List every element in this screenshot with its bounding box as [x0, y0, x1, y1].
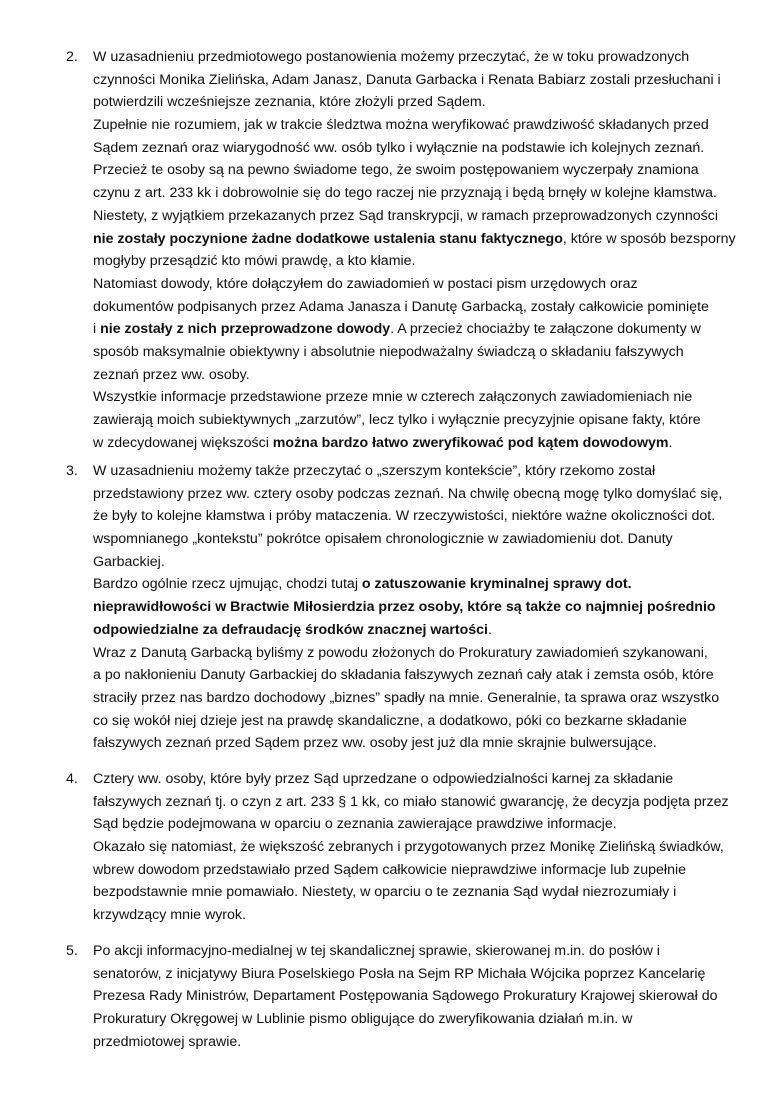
- text-segment: wbrew dowodom przedstawiało przed Sądem całkowicie nieprawdziwe informacje lub zupełnie: [93, 861, 687, 878]
- text-segment: mogłyby przesądzić kto mówi prawdę, a kto kłamie.: [93, 253, 416, 270]
- text-segment: straciły przez nas bardzo dochodowy „biznes” spadły na mnie. Generalnie, ta sprawa oraz wszystko: [93, 689, 720, 706]
- text-segment: czynu z art. 233 kk i dobrowolnie się do tego raczej nie przyznają i będą brnęły w kolejne kłamstwa.: [93, 185, 717, 202]
- text-segment: zeznań przez ww. osoby.: [93, 366, 250, 383]
- text-segment: Wraz z Danutą Garbacką byliśmy z powodu złożonych do Prokuratury zawiadomień szykanowani,: [93, 644, 708, 661]
- item-body: [93, 940, 730, 1053]
- text-segment: Prezesa Rady Ministrów, Departament Postępowania Sądowego Prokuratury Krajowej skierował do: [93, 988, 718, 1005]
- text-line: [93, 364, 730, 387]
- bold-text: nie zostały poczynione żadne dodatkowe ustalenia stanu faktycznego: [93, 230, 563, 247]
- text-segment: Po akcji informacyjno-medialnej w tej skandalicznej sprawie, skierowanej m.in. do posłów i: [93, 943, 660, 959]
- text-segment: zawierają moich subiektywnych „zarzutów”, lecz tylko i wyłącznie precyzyjnie opisane fakty, które: [93, 412, 701, 428]
- text-line: [93, 318, 730, 341]
- text-line: [93, 732, 730, 755]
- list-item-4: [66, 768, 730, 927]
- text-line: [93, 687, 730, 710]
- text-segment: Okazało się natomiast, że większość zebranych i przygotowanych przez Monikę Zielińską świadków,: [93, 839, 724, 856]
- text-segment: dokumentów podpisanych przez Adama Janasza i Danutę Garbacką, zostały całkowicie pominięte: [93, 298, 709, 315]
- text-line: [93, 228, 736, 251]
- text-line: [93, 114, 730, 137]
- text-line: [93, 940, 730, 963]
- text-line: [93, 768, 730, 791]
- list-item-2: [66, 46, 736, 454]
- text-line: [93, 505, 730, 528]
- text-line: [93, 904, 730, 927]
- text-line: [93, 1031, 730, 1054]
- text-segment: Wszystkie informacje przedstawione przeze mnie w czterech załączonych zawiadomieniach nie: [93, 389, 693, 406]
- text-segment: w zdecydowanej większości: [93, 434, 273, 451]
- text-line: [93, 341, 730, 364]
- bold-text: o zatuszowanie kryminalnej sprawy dot.: [361, 576, 632, 593]
- text-line: [93, 813, 730, 836]
- text-line: [93, 91, 730, 114]
- list-number: 5.: [66, 943, 78, 959]
- text-segment: W uzasadnieniu przedmiotowego postanowienia możemy przeczytać, że w toku prowadzonych: [93, 49, 690, 65]
- text-segment: Sądem zeznań oraz wiarygodność ww. osób tylko i wyłącznie na podstawie ich kolejnych zeznań.: [93, 139, 705, 156]
- text-segment: Zupełnie nie rozumiem, jak w trakcie śledztwa można weryfikować prawdziwość składanych przed: [93, 117, 709, 134]
- text-segment: Cztery ww. osoby, które były przez Sąd uprzedzane o odpowiedzialności karnej za składanie: [93, 771, 674, 787]
- text-line: [93, 273, 730, 296]
- text-line: [93, 386, 730, 409]
- text-line: [93, 642, 730, 665]
- text-segment: sposób maksymalnie obiektywny i absolutnie niepodważalny świadczą o składaniu fałszywych: [93, 343, 684, 360]
- text-line: [93, 137, 730, 160]
- text-line: [93, 432, 730, 455]
- text-line: [93, 69, 730, 92]
- text-line: [93, 963, 730, 986]
- text-segment: .: [668, 434, 673, 451]
- text-segment: czynności Monika Zielińska, Adam Janasz, Danuta Garbacka i Renata Babiarz zostali przesłuchani i: [93, 71, 721, 88]
- text-segment: fałszywych zeznań przed Sądem przez ww. osoby jest już dla mnie skrajnie bulwersujące.: [93, 735, 657, 752]
- text-segment: Bardzo ogólnie rzecz ujmując, chodzi tutaj: [93, 576, 362, 593]
- text-line: [93, 619, 730, 642]
- text-segment: .: [488, 621, 492, 638]
- text-line: [93, 250, 730, 273]
- text-segment: . A przecież chociażby te załączone dokumenty w: [390, 321, 701, 338]
- text-segment: co się wokół niej dzieje jest na prawdę skandaliczne, a dodatkowo, póki co bezkarne składanie: [93, 712, 687, 729]
- text-line: [93, 182, 730, 205]
- text-line: [93, 710, 730, 733]
- text-line: [93, 791, 730, 814]
- list-number: 2.: [66, 49, 78, 65]
- bold-text: nie zostały z nich przeprowadzone dowody: [100, 321, 391, 338]
- text-line: [93, 528, 730, 551]
- text-segment: Niestety, z wyjątkiem przekazanych przez Sąd transkrypcji, w ramach przeprowadzonych czynności: [93, 207, 719, 224]
- text-line: [93, 881, 730, 904]
- text-line: [93, 664, 730, 687]
- item-body: [93, 768, 730, 927]
- text-line: [93, 46, 730, 69]
- text-line: [93, 159, 730, 182]
- list-number: 3.: [66, 463, 78, 479]
- text-line: [93, 596, 730, 619]
- bold-text: odpowiedzialne za defraudację środków znacznej wartości: [93, 621, 488, 638]
- text-segment: Garbackiej.: [93, 553, 165, 570]
- text-segment: wspomnianego „kontekstu” pokrótce opisałem chronologicznie w zawiadomieniu dot. Danuty: [93, 531, 673, 548]
- list-item-5: [66, 940, 730, 1053]
- bold-text: można bardzo łatwo zweryfikować pod kątem dowodowym: [272, 434, 669, 451]
- text-segment: Przecież te osoby są na pewno świadome tego, że swoim postępowaniem wyczerpały znamiona: [93, 162, 699, 179]
- text-line: [93, 573, 730, 596]
- text-segment: krzywdzący mnie wyrok.: [93, 907, 246, 924]
- text-segment: senatorów, z inicjatywy Biura Poselskiego Posła na Sejm RP Michała Wójcika poprzez Kancelarię: [93, 965, 706, 982]
- text-line: [93, 296, 730, 319]
- text-line: [93, 836, 730, 859]
- text-line: [93, 859, 730, 882]
- text-line: [93, 985, 730, 1008]
- text-line: [93, 409, 730, 432]
- list-item-3: [66, 460, 730, 755]
- text-segment: , które w sposób bezsporny: [562, 230, 736, 247]
- text-segment: przedstawiony przez ww. cztery osoby podczas zeznań. Na chwilę obecną mogę tylko domyślać się,: [93, 485, 723, 502]
- text-segment: Sąd będzie podejmowana w oparciu o zeznania zawierające prawdziwe informacje.: [93, 816, 617, 833]
- text-segment: Prokuratury Okręgowej w Lublinie pismo obligujące do zweryfikowania działań m.in. w: [93, 1011, 633, 1028]
- text-segment: i: [93, 321, 101, 338]
- text-line: [93, 460, 730, 483]
- text-segment: bezpodstawnie mnie pomawiało. Niestety, w oparciu o te zeznania Sąd wydał niezrozumiały i: [93, 884, 677, 901]
- text-segment: W uzasadnieniu możemy także przeczytać o „szerszym kontekście”, który rzekomo został: [93, 463, 656, 479]
- bold-text: nieprawidłowości w Bractwie Miłosierdzia przez osoby, które są także co najmniej pośrednio: [93, 599, 716, 616]
- text-segment: fałszywych zeznań tj. o czyn z art. 233 § 1 kk, co miało stanowić gwarancję, że decyzja podjęta przez: [93, 793, 729, 810]
- list-number: 4.: [66, 771, 78, 787]
- text-segment: potwierdzili wcześniejsze zeznania, które złożyli przed Sądem.: [93, 94, 486, 111]
- text-segment: przedmiotowej sprawie.: [93, 1033, 242, 1050]
- text-line: [93, 483, 730, 506]
- text-segment: Natomiast dowody, które dołączyłem do zawiadomień w postaci pism urzędowych oraz: [93, 275, 638, 292]
- item-body: [93, 460, 730, 755]
- text-segment: a po nakłonieniu Danuty Garbackiej do składania fałszywych zeznań cały atak i zemsta osób, które: [93, 667, 714, 684]
- item-body: [93, 46, 736, 454]
- text-line: [93, 551, 730, 574]
- text-line: [93, 1008, 730, 1031]
- text-segment: że były to kolejne kłamstwa i próby mataczenia. W rzeczywistości, niektóre ważne okoliczności dot.: [93, 508, 716, 525]
- text-line: [93, 205, 730, 228]
